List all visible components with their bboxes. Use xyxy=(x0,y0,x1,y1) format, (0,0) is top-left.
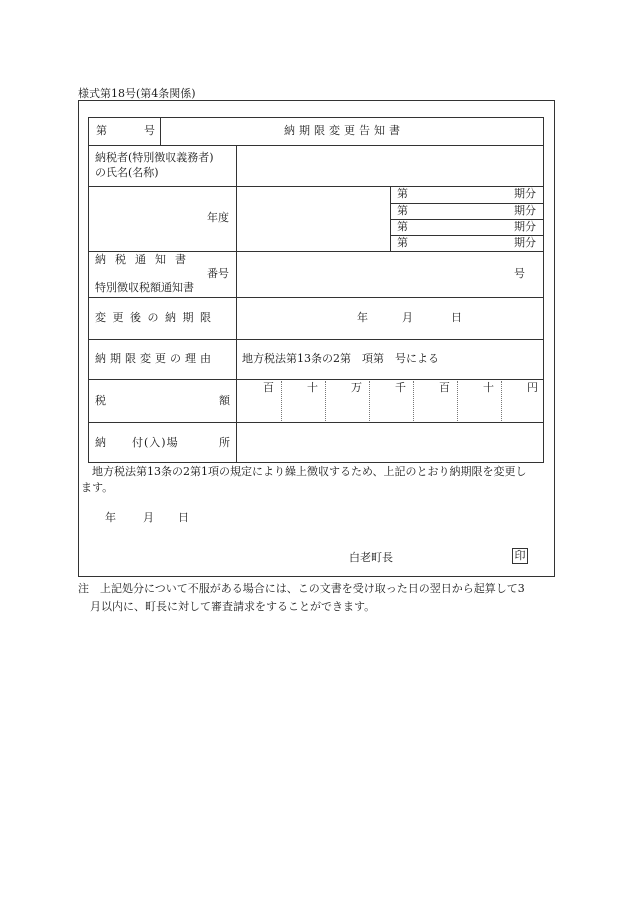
period-suffix: 期分 xyxy=(514,204,536,217)
notice-number-field[interactable] xyxy=(238,253,508,295)
place-label-left: 納 xyxy=(95,436,106,449)
document-title: 納期限変更告知書 xyxy=(284,124,404,137)
deadline-year: 年 xyxy=(357,311,368,324)
note-line2: 月以内に、町長に対して審査請求をすることができます。 xyxy=(90,600,376,613)
form-number-caption: 様式第18号(第4条関係) xyxy=(78,87,196,100)
amount-unit: 十 xyxy=(307,381,318,394)
amount-unit-yen: 円 xyxy=(527,381,538,394)
seal-box: 印 xyxy=(512,548,528,564)
new-deadline-label: 変更後の納期限 xyxy=(95,311,218,324)
taxpayer-label: 納税者(特別徴収義務者) xyxy=(95,151,214,164)
special-notice-label: 特別徴収税額通知書 xyxy=(95,281,194,294)
taxpayer-name-field[interactable] xyxy=(238,147,542,184)
taxpayer-label-line2: の氏名(名称) xyxy=(95,166,159,179)
fiscal-year-field[interactable] xyxy=(238,188,388,249)
period-suffix: 期分 xyxy=(514,236,536,249)
place-label-right: 所 xyxy=(219,436,230,449)
deadline-month: 月 xyxy=(402,311,413,324)
number-label-left: 第 xyxy=(96,124,107,137)
amount-label-left: 税 xyxy=(95,394,106,407)
notice-number-label: 番号 xyxy=(207,267,229,280)
period-prefix: 第 xyxy=(397,187,408,200)
notice-number-suffix: 号 xyxy=(514,267,525,280)
fiscal-year-label: 年度 xyxy=(207,211,229,224)
period-prefix: 第 xyxy=(397,236,408,249)
period-suffix: 期分 xyxy=(514,220,536,233)
amount-unit: 万 xyxy=(351,381,362,394)
amount-unit: 百 xyxy=(263,381,274,394)
reason-text: 地方税法第13条の2第 項第 号による xyxy=(242,352,439,365)
payment-place-field[interactable] xyxy=(238,424,542,461)
amount-unit: 十 xyxy=(483,381,494,394)
period-prefix: 第 xyxy=(397,220,408,233)
period-prefix: 第 xyxy=(397,204,408,217)
notice-label: 納税通知書 xyxy=(95,253,195,266)
issue-year: 年 xyxy=(105,511,116,524)
issue-day: 日 xyxy=(178,511,189,524)
period-suffix: 期分 xyxy=(514,187,536,200)
note-line1: 注 上記処分について不服がある場合には、この文書を受け取った日の翌日から起算して3 xyxy=(78,582,525,595)
reason-label: 納期限変更の理由 xyxy=(95,352,215,365)
place-label-mid: 付(入)場 xyxy=(132,436,179,449)
number-label-right: 号 xyxy=(144,124,155,137)
amount-label-right: 額 xyxy=(219,394,230,407)
issuer-name: 白老町長 xyxy=(349,551,393,564)
statement-line1: 地方税法第13条の2第1項の規定により繰上徴収するため、上記のとおり納期限を変更し xyxy=(92,465,527,478)
amount-unit: 百 xyxy=(439,381,450,394)
deadline-day: 日 xyxy=(451,311,462,324)
amount-unit: 千 xyxy=(395,381,406,394)
statement-line2: ます。 xyxy=(81,481,114,494)
issue-month: 月 xyxy=(143,511,154,524)
